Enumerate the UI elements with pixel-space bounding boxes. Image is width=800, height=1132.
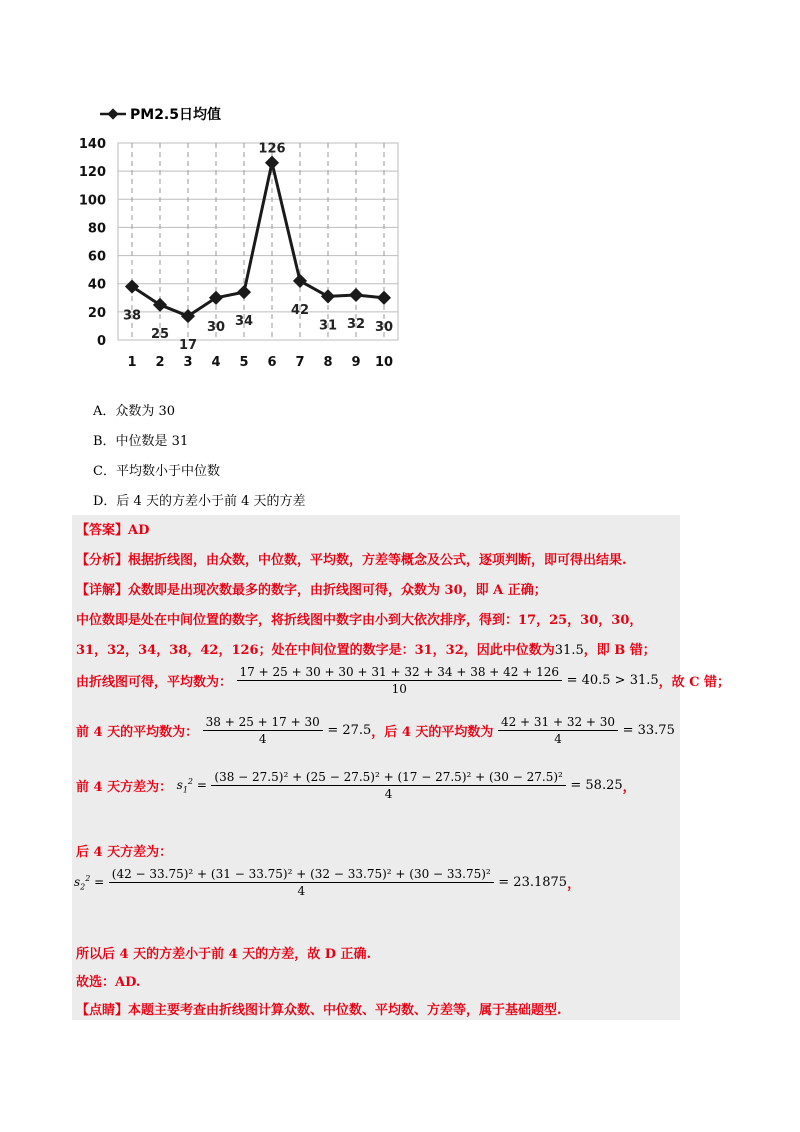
data-point [321, 289, 335, 303]
var2-tail: ， [567, 877, 581, 892]
data-label: 38 [122, 308, 142, 324]
data-point [237, 285, 251, 299]
var1-tail: ， [622, 780, 636, 795]
avg-line [76, 715, 675, 746]
var1-numerator: (38 − 27.5)² + (25 − 27.5)² + (17 − 27.5)² + (30 − 27.5)² [211, 770, 565, 786]
y-tick-label: 140 [78, 137, 106, 152]
option-c: C．平均数小于中位数 [93, 464, 220, 479]
option-a: A．众数为 30 [93, 404, 176, 419]
detail-line-3 [76, 639, 656, 658]
variance-2-line [74, 867, 580, 898]
var2-fraction [109, 867, 494, 898]
pm25-line-chart [60, 95, 420, 385]
mean-tail: ，故 C 错； [658, 675, 731, 690]
detail-3b: ，即 B 错； [583, 643, 656, 658]
x-tick-label: 9 [351, 355, 361, 370]
choose-line: 故选：AD. [76, 975, 141, 990]
first4-result: = 27.5 [327, 723, 372, 738]
data-label: 34 [234, 314, 254, 330]
data-label: 32 [346, 316, 366, 332]
x-tick-label: 2 [155, 355, 165, 370]
y-tick-label: 120 [78, 165, 106, 181]
data-point [349, 288, 363, 302]
last4-result: = 33.75 [622, 723, 675, 738]
y-tick-label: 0 [96, 334, 106, 349]
mean-line [76, 665, 730, 696]
first4-label: 前 4 天的平均数为： [76, 725, 199, 740]
y-tick-label: 60 [87, 249, 106, 265]
median-value: 31.5 [554, 643, 584, 658]
x-tick-label: 10 [374, 355, 394, 370]
var1-label: 前 4 天方差为： [76, 780, 173, 795]
series-line [132, 163, 384, 316]
analysis-line: 【分析】根据折线图，由众数，中位数，平均数，方差等概念及公式，逐项判断，即可得出结果. [76, 553, 627, 568]
data-point [293, 274, 307, 288]
data-label: 42 [290, 302, 310, 318]
var2-numerator: (42 − 33.75)² + (31 − 33.75)² + (32 − 33.75)² + (30 − 33.75)² [109, 867, 494, 883]
y-tick-label: 100 [78, 193, 106, 209]
mean-denominator: 10 [391, 682, 407, 696]
mean-numerator: 17 + 25 + 30 + 30 + 31 + 32 + 34 + 38 + 42 + 126 [237, 665, 562, 681]
last4-label: ，后 4 天的平均数为 [371, 725, 494, 740]
chart-legend [100, 106, 221, 123]
option-d: D．后 4 天的方差小于前 4 天的方差 [93, 494, 306, 509]
last4-numerator: 42 + 31 + 32 + 30 [498, 715, 618, 731]
last4-denominator: 4 [554, 732, 562, 746]
x-tick-label: 1 [127, 355, 137, 370]
var2-result: = 23.1875 [498, 875, 568, 890]
data-label: 31 [318, 318, 338, 334]
data-point [265, 156, 279, 170]
mean-fraction [237, 665, 562, 696]
data-label: 17 [178, 338, 198, 354]
x-tick-label: 6 [267, 355, 277, 370]
answer-line: 【答案】AD [76, 523, 150, 538]
s1-squared: $s_1^2$ = [176, 776, 207, 795]
data-label: 126 [258, 141, 286, 157]
comment-line: 【点睛】本题主要考查由折线图计算众数、中位数、平均数、方差等，属于基础题型. [76, 1003, 562, 1018]
var1-fraction [211, 770, 565, 801]
x-tick-label: 8 [323, 355, 333, 370]
s2-squared: $s_2^2$ = [74, 873, 105, 892]
last4-fraction [498, 715, 618, 746]
mean-result: = 40.5 > 31.5 [566, 673, 659, 688]
y-tick-label: 20 [87, 305, 106, 321]
detail-3a: 31，32，34，38，42，126；处在中间位置的数字是：31，32，因此中位数为 [76, 643, 555, 658]
detail-line-2: 中位数即是处在中间位置的数字，将折线图中数字由小到大依次排序，得到：17，25，30，30， [76, 613, 643, 628]
detail-line-1: 【详解】众数即是出现次数最多的数字，由折线图可得，众数为 30，即 A 正确； [76, 583, 547, 598]
data-label: 25 [150, 326, 170, 342]
solution-panel [72, 515, 731, 1020]
first4-denominator: 4 [258, 732, 267, 746]
data-label: 30 [374, 319, 394, 335]
variance-1-line [76, 770, 636, 801]
option-b: B．中位数是 31 [93, 434, 189, 449]
first4-fraction [203, 715, 323, 746]
data-label: 30 [206, 319, 226, 335]
conclusion-line: 所以后 4 天的方差小于前 4 天的方差，故 D 正确. [76, 947, 372, 962]
var1-denominator: 4 [384, 787, 393, 801]
x-tick-label: 4 [211, 355, 221, 370]
x-tick-label: 7 [295, 355, 305, 370]
mean-label: 由折线图可得，平均数为： [76, 675, 233, 690]
data-point [377, 291, 391, 305]
y-tick-label: 80 [87, 221, 106, 237]
legend-label: PM2.5日均值 [130, 107, 221, 123]
variance-2-label: 后 4 天方差为： [76, 845, 173, 860]
x-tick-label: 5 [239, 355, 249, 370]
var2-denominator: 4 [297, 884, 306, 898]
first4-numerator: 38 + 25 + 17 + 30 [203, 715, 323, 731]
y-tick-label: 40 [87, 277, 106, 293]
x-tick-label: 3 [183, 355, 193, 370]
var1-result: = 58.25 [570, 778, 623, 793]
